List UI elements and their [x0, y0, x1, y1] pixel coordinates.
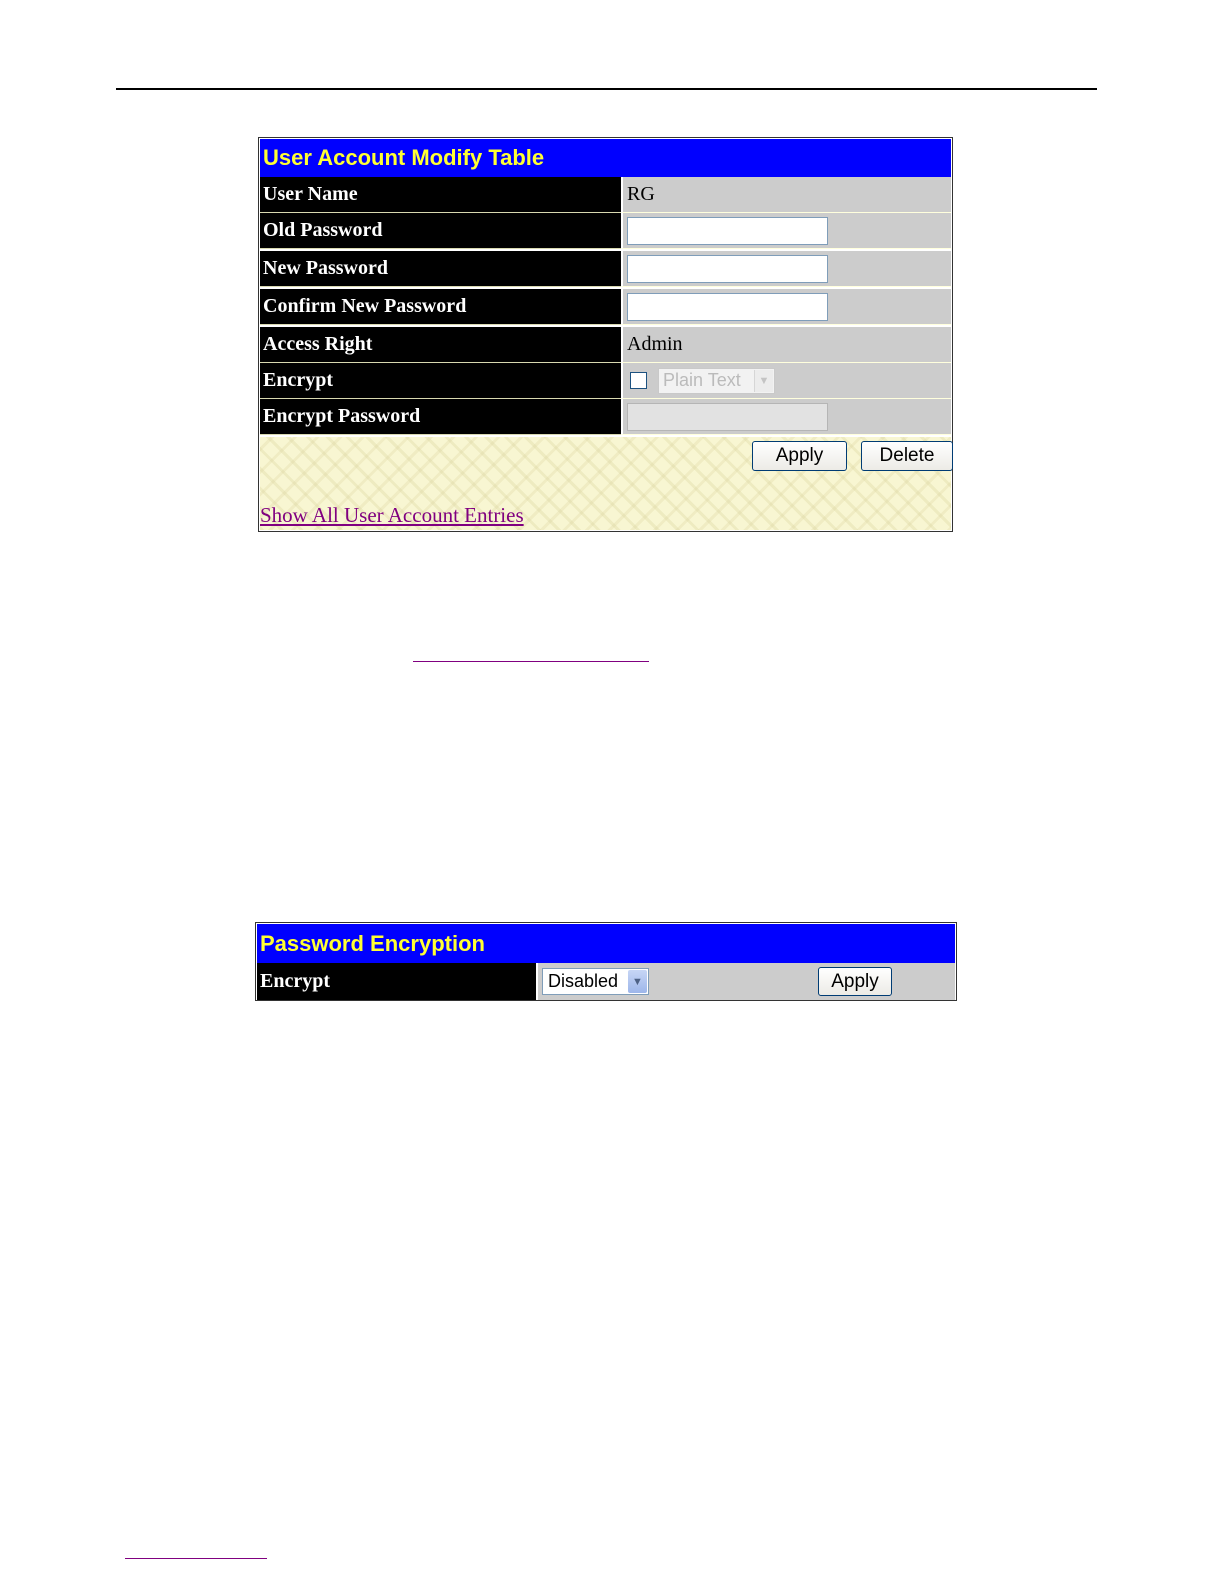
user-name-value: RG: [621, 177, 951, 213]
confirm-password-label: Confirm New Password: [260, 289, 621, 325]
encrypt-label: Encrypt: [260, 363, 621, 399]
row-password-encrypt: [257, 963, 955, 1000]
delete-button[interactable]: Delete: [861, 441, 953, 471]
encrypt-password-cell: [621, 399, 951, 435]
top-rule: [116, 88, 1097, 90]
access-right-value: Admin: [621, 327, 951, 363]
old-password-label: Old Password: [260, 213, 621, 249]
row-encrypt-password: [260, 399, 951, 435]
row-encrypt: [260, 363, 951, 399]
row-old-password: [260, 213, 951, 249]
modify-table-title: User Account Modify Table: [260, 139, 951, 177]
password-encrypt-select[interactable]: [542, 968, 649, 995]
chevron-down-icon: ▼: [754, 370, 773, 392]
chevron-down-icon: ▼: [628, 970, 647, 993]
password-encrypt-cell: [536, 963, 955, 1000]
password-encrypt-value: Disabled: [548, 971, 619, 991]
user-name-label: User Name: [260, 177, 621, 213]
old-password-cell: [621, 213, 951, 249]
encrypt-type-select[interactable]: [658, 368, 775, 394]
access-right-label: Access Right: [260, 327, 621, 363]
apply-button[interactable]: Apply: [752, 441, 847, 471]
password-encryption-panel: [255, 922, 957, 1001]
new-password-label: New Password: [260, 251, 621, 287]
bottom-rule: [125, 1558, 267, 1559]
show-all-user-accounts-link[interactable]: Show All User Account Entries: [260, 503, 524, 527]
encrypt-cell: [621, 363, 951, 399]
panel-footer: [260, 437, 951, 530]
encrypt-type-value: Plain Text: [663, 370, 741, 390]
row-new-password: [260, 251, 951, 287]
link-underline-rule: [413, 661, 649, 662]
encrypt-password-input[interactable]: [627, 403, 828, 431]
confirm-password-cell: [621, 289, 951, 325]
new-password-cell: [621, 251, 951, 287]
encrypt-checkbox[interactable]: [630, 372, 647, 389]
password-encrypt-label: Encrypt: [257, 963, 536, 1000]
row-confirm-password: [260, 289, 951, 325]
row-access-right: [260, 327, 951, 363]
old-password-input[interactable]: [627, 217, 828, 245]
new-password-input[interactable]: [627, 255, 828, 283]
password-encryption-title: Password Encryption: [257, 924, 955, 963]
user-account-modify-panel: [258, 137, 953, 532]
row-user-name: [260, 177, 951, 213]
confirm-password-input[interactable]: [627, 293, 828, 321]
password-encrypt-apply-button[interactable]: Apply: [818, 967, 892, 996]
encrypt-password-label: Encrypt Password: [260, 399, 621, 435]
